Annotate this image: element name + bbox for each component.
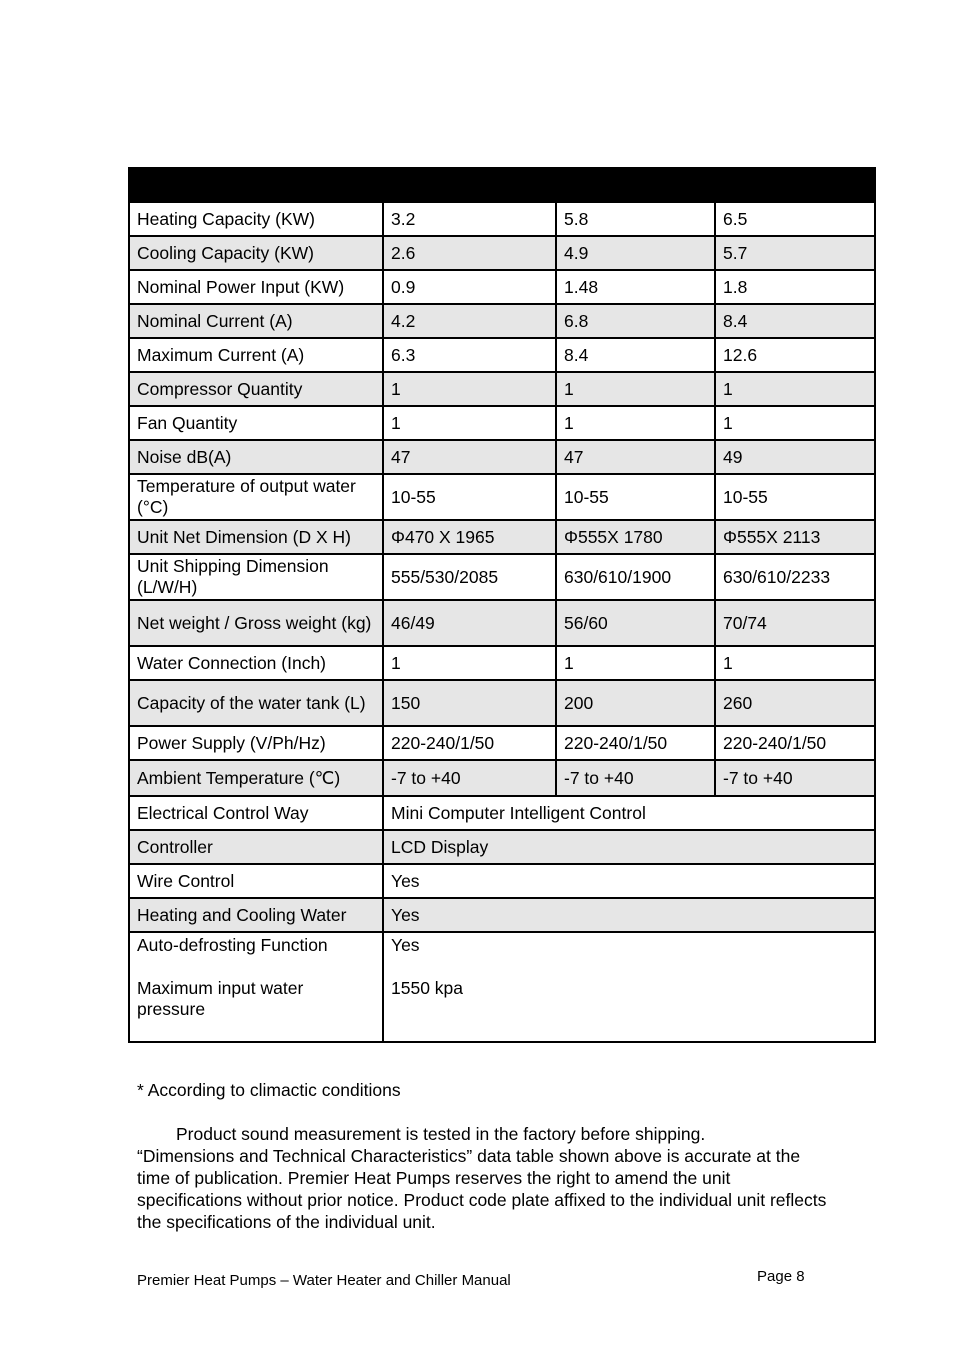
row-value: 630/610/1900 [556,554,715,600]
row-value: 1.8 [715,270,875,304]
table-row [129,830,875,864]
disclaimer-first-line: Product sound measurement is tested in the factory before shipping. [176,1124,706,1144]
table-row [129,554,875,600]
table-row [129,932,875,1042]
row-value: 150 [383,680,556,726]
row-label [129,932,383,1042]
row-label: Temperature of output water (°C) [129,474,383,520]
row-label-line: Maximum input water pressure [137,978,304,1019]
row-value: 49 [715,440,875,474]
row-value: 260 [715,680,875,726]
row-label: Capacity of the water tank (L) [129,680,383,726]
table-row [129,474,875,520]
row-value: 5.8 [556,202,715,236]
row-label: Nominal Current (A) [129,304,383,338]
row-label: Water Connection (Inch) [129,646,383,680]
row-label: Net weight / Gross weight (kg) [129,600,383,646]
row-label: Cooling Capacity (KW) [129,236,383,270]
row-value: 56/60 [556,600,715,646]
table-row [129,202,875,236]
row-label: Power Supply (V/Ph/Hz) [129,726,383,760]
row-value: 8.4 [556,338,715,372]
row-value [383,932,875,1042]
row-label: Controller [129,830,383,864]
disclaimer-rest: “Dimensions and Technical Characteristics” data table shown above is accurate at the time of publication. Premier Heat Pumps reserves the right to amend the unit specifications without prior notice. Product code plate affixed to the individual unit reflects the specifications of the individual unit. [137,1146,827,1232]
row-value: 1 [715,646,875,680]
row-value: 10-55 [715,474,875,520]
table-header-row [129,168,875,202]
row-value: 630/610/2233 [715,554,875,600]
row-label: Maximum Current (A) [129,338,383,372]
row-value-line: Yes [391,935,420,955]
row-value: 1 [383,646,556,680]
row-value: -7 to +40 [715,760,875,796]
header-cell [129,168,383,202]
footnote: * According to climactic conditions [137,1080,401,1100]
table-row [129,898,875,932]
row-label: Fan Quantity [129,406,383,440]
row-value: 5.7 [715,236,875,270]
row-value: 47 [556,440,715,474]
row-value: 1 [556,406,715,440]
table-row [129,372,875,406]
specifications-table [128,167,876,1043]
row-value: 1 [556,372,715,406]
row-value: 4.2 [383,304,556,338]
row-value: Yes [383,898,875,932]
row-label: Electrical Control Way [129,796,383,830]
row-label: Wire Control [129,864,383,898]
row-value: 3.2 [383,202,556,236]
row-label: Unit Shipping Dimension (L/W/H) [129,554,383,600]
row-value: 2.6 [383,236,556,270]
row-value: 6.3 [383,338,556,372]
row-value: 10-55 [556,474,715,520]
header-cell [383,168,556,202]
row-label: Unit Net Dimension (D X H) [129,520,383,554]
table-row [129,304,875,338]
table-row [129,864,875,898]
table-row [129,680,875,726]
row-value: 220-240/1/50 [383,726,556,760]
table-row [129,440,875,474]
row-value: Yes [383,864,875,898]
row-label: Heating and Cooling Water [129,898,383,932]
row-value: 4.9 [556,236,715,270]
row-value: 220-240/1/50 [556,726,715,760]
row-value: 1 [556,646,715,680]
row-value: 8.4 [715,304,875,338]
row-value: 0.9 [383,270,556,304]
row-value: -7 to +40 [556,760,715,796]
table-row [129,338,875,372]
table-row [129,600,875,646]
row-label: Nominal Power Input (KW) [129,270,383,304]
footer-page-number: Page 8 [757,1268,805,1285]
footer-manual-title: Premier Heat Pumps – Water Heater and Chiller Manual [137,1272,511,1289]
table-row [129,646,875,680]
spacer [391,956,867,978]
row-value: 70/74 [715,600,875,646]
row-value: 1 [715,372,875,406]
table-row [129,270,875,304]
table-row [129,406,875,440]
row-label: Heating Capacity (KW) [129,202,383,236]
row-value: Φ555X 1780 [556,520,715,554]
table-row [129,796,875,830]
table-row [129,760,875,796]
row-value: Φ555X 2113 [715,520,875,554]
header-cell [715,168,875,202]
row-value: Mini Computer Intelligent Control [383,796,875,830]
row-value: 1 [383,372,556,406]
spacer [137,956,375,978]
row-label-line: Auto-defrosting Function [137,935,328,955]
row-label: Noise dB(A) [129,440,383,474]
row-value: 1 [715,406,875,440]
row-label: Compressor Quantity [129,372,383,406]
row-value-line: 1550 kpa [391,978,464,998]
header-cell [556,168,715,202]
specifications-table-body [129,168,875,1042]
table-row [129,726,875,760]
row-value: 47 [383,440,556,474]
row-value: 555/530/2085 [383,554,556,600]
row-label: Ambient Temperature (℃) [129,760,383,796]
row-value: 46/49 [383,600,556,646]
row-value: 12.6 [715,338,875,372]
row-value: LCD Display [383,830,875,864]
row-value: Φ470 X 1965 [383,520,556,554]
row-value: 6.8 [556,304,715,338]
row-value: 6.5 [715,202,875,236]
table-row [129,236,875,270]
row-value: 10-55 [383,474,556,520]
disclaimer-paragraph [137,1123,837,1233]
table-row [129,520,875,554]
row-value: 200 [556,680,715,726]
row-value: 1 [383,406,556,440]
row-value: -7 to +40 [383,760,556,796]
row-value: 1.48 [556,270,715,304]
row-value: 220-240/1/50 [715,726,875,760]
